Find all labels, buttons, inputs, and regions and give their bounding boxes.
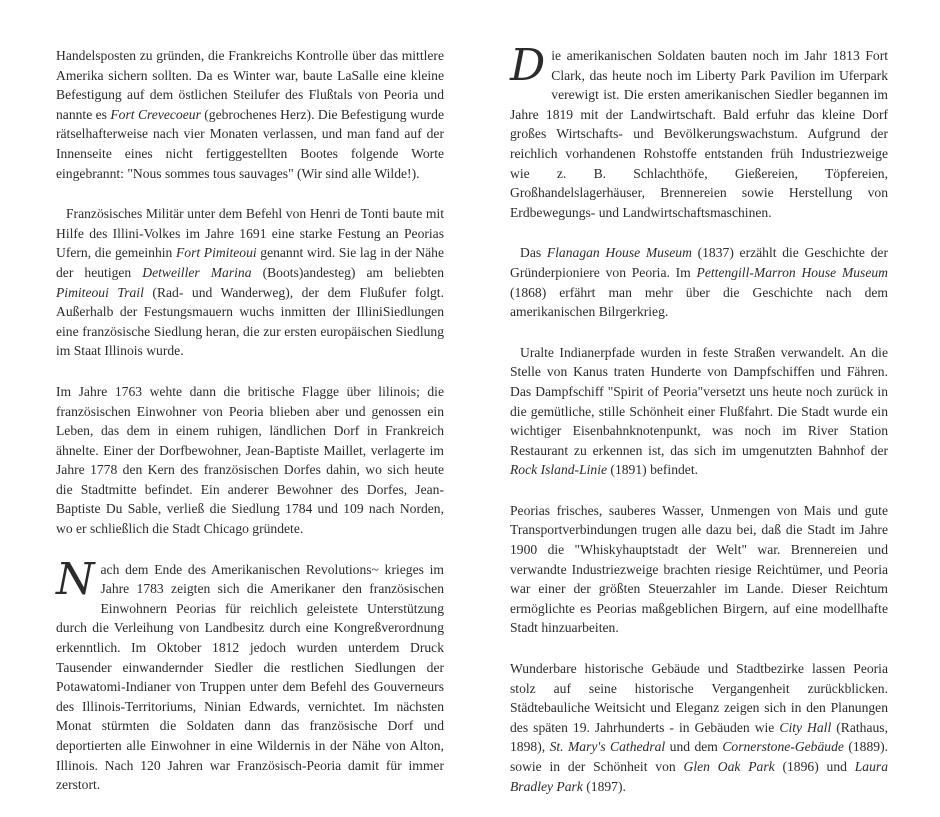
dropcap-n: N: [56, 553, 95, 605]
paragraph-british-flag: Im Jahre 1763 wehte dann die britische Flagge über lilinois; die französischen Einwohner von Peoria blieben aber und genossen ein Leben, das dem in einem ruhigen, ländlichen Dorf in Frankreich ähnelte. Einer der Dorfbewohner, Jean-Baptiste Maillet, verlagerte im Jahre 1778 den Kern des französischen Dorfes dahin, wo sich heute die Stadtmitte befindet. Ein anderer Bewohner des Dorfes, Jean-Baptiste Du Sable, verließ die Siedlung 1784 und 109 nach Norden, wo er schließlich die Stadt Chicago gründete.: [56, 383, 444, 537]
paragraph-whisky-capital: Peorias frisches, sauberes Wasser, Unmengen von Mais und gute Transportverbindungen trugen alle dazu bei, daß die Stadt im Jahre 1900 die "Whiskyhauptstadt der Welt" war. Brennereien und verwandte Industriezweige brachten riesige Reichtümer, und Peoria war einer der größten Steuerzahler im Lande. Dieser Reichtum ermöglichte es Peorias maßgeblichen Birgern, auf eine modellhafte Stadt hinzuarbeiten.: [510, 502, 888, 636]
left-column: [56, 46, 444, 816]
right-column: [510, 40, 888, 817]
paragraph-indian-trails: Uralte Indianerpfade wurden in feste Straßen verwandelt. An die Stelle von Kanus traten Hunderte von Dampfschiffen und Fähren. Das Dampfschiff "Spirit of Peoria"versetzt uns heute noch zurück in die gemütliche, stille Schönheit einer Flußfahrt. Die Stadt wurde ein wichtiger Eisenbahnknotenpunkt, was noch im River Station Restaurant zu erkennen ist, das sich im umgenutzten Bahnhof der Rock Island-Linie (1891) befindet.: [510, 344, 888, 478]
dropcap-d: D: [510, 40, 546, 91]
paragraph-fort-clark: Die amerikanischen Soldaten bauten noch im Jahr 1813 Fort Clark, das heute noch im Liberty Park Pavilion im Uferpark verewigt ist. Die ersten amerikanischen Siedler begannen im Jahre 1819 mit der Landwirtschaft. Bald erfuhr das kleine Dorf großes Wirtschafts- und Bevölkerungswachstum. Aufgrund der reichlich vorhandenen Rohstoffe entstanden früh Industriezweige wie z. B. Schlachthöfe, Gießereien, Töpfereien, Großhandelslagerhäuser, Brennereien sowie Herstellung von Erdbewegungs- und Landwirtschaftsmaschinen.: [510, 40, 888, 220]
paragraph-historic-buildings: Wunderbare historische Gebäude und Stadtbezirke lassen Peoria stolz auf seine historische Vergangenheit zurückblicken. Städtebauliche Weitsicht und Eleganz zeigen sich in den Planungen des späten 19. Jahrhunderts - in Gebäuden wie City Hall (Rathaus, 1898), St. Mary's Cathedral und dem Cornerstone-Gebäude (1889). sowie in der Schönheit von Glen Oak Park (1896) und Laura Bradley Park (1897).: [510, 661, 888, 794]
paragraph-house-museums: Das Flanagan House Museum (1837) erzählt die Geschichte der Gründerpioniere von Peoria. Im Pettengill-Marron House Museum (1868) erfährt man mehr über die Geschichte nach dem amerikanischen Bilrgerkrieg.: [510, 245, 888, 320]
paragraph-fort-pimiteoui: Französisches Militär unter dem Befehl von Henri de Tonti baute mit Hilfe des Illini-Volkes im Jahre 1691 eine starke Festung an Peorias Ufern, die gemeinhin Fort Pimiteoui genannt wird. Sie lag in der Nähe der heutigen Detweiller Marina (Boots)andesteg) am beliebten Pimiteoui Trail (Rad- und Wanderweg), der dem Flußufer folgt. Außerhalb der Festungsmauern wuchs inmitten der IlliniSiedlungen eine französische Siedlung heran, die zur ersten europäischen Siedlung im Staat Illinois wurde.: [56, 206, 445, 359]
paragraph-revolution: Nach dem Ende des Amerikanischen Revolutions~ krieges im Jahre 1783 zeigten sich die Amerikaner den französischen Einwohnern Peorias für reichlich geleistete Unterstützung durch die Verleihung von Landbesitz durch eine Kongreßverordnung erkenntlich. Im Oktober 1812 jedoch wurden unterdem Druck Tausender einwandernder Siedler die restlichen Siedlungen der Potawatomi-Indianer von Truppen unter dem Befehl des Gouverneurs des Illinois-Territoriums, Ninian Edwards, vernichtet. Im nächsten Monat stürmten die Soldaten dann das französische Dorf und deportierten alle Einwohner in eine Wildernis in der Nähe von Alton, Illinois. Nach 120 Jahren war Französisch-Peoria damit für immer zerstort.: [56, 553, 444, 793]
paragraph-lasalle-fort: Handelsposten zu gründen, die Frankreichs Kontrolle über das mittlere Amerika sichern sollten. Da es Winter war, baute LaSalle eine kleine Befestigung auf dem östlichen Steilufer des Flußtals von Peoria und nannte es Fort Crevecoeur (gebrochenes Herz). Die Befestigung wurde rätselhafterweise nach vier Monaten verlassen, und man fand auf der Innenseite eines nicht fertiggestellten Bootes folgende Worte eingebrannt: "Nous sommes tous sauvages" (Wir sind alle Wilde!).: [56, 48, 444, 181]
